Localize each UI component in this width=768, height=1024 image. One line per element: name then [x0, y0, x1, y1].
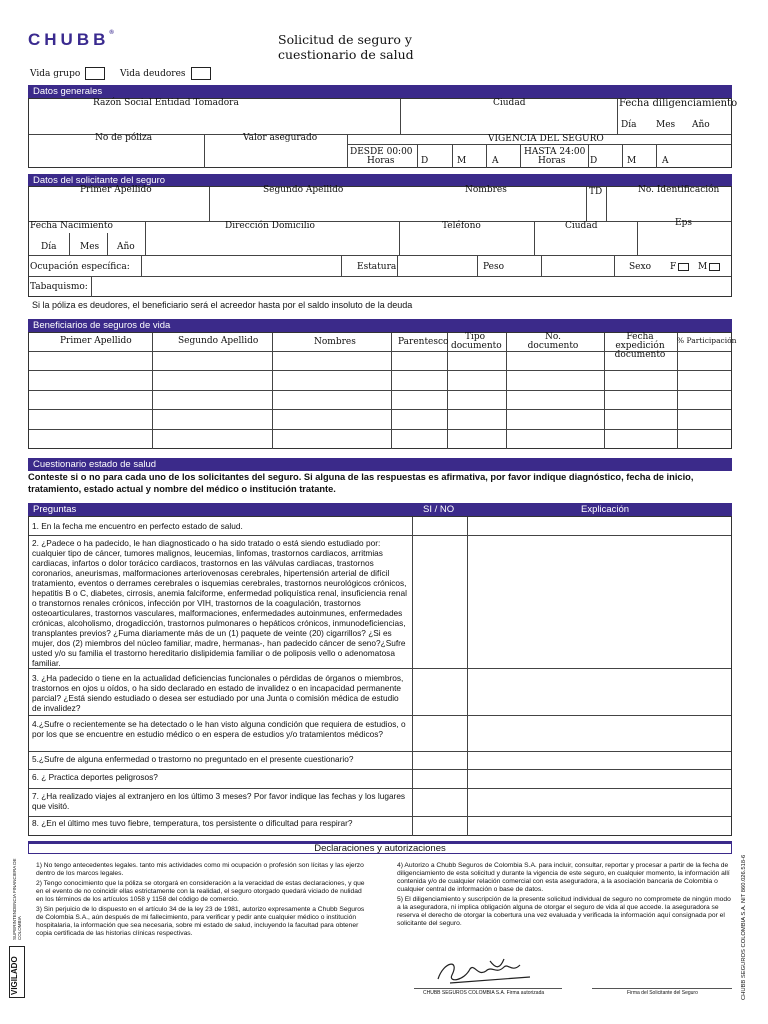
vigencia-label: VIGENCIA DEL SEGURO: [488, 134, 604, 144]
td-label: TD: [589, 187, 603, 197]
authorized-signature: [430, 955, 540, 989]
vida-grupo-option: Vida grupo: [30, 67, 105, 80]
sino-col-label: SI / NO: [423, 504, 455, 515]
peso-label: Peso: [483, 262, 505, 272]
deudores-note: Si la póliza es deudores, el beneficiario será el acreedor hasta por el saldo insoluto de la deuda: [32, 300, 413, 310]
desde-a: A: [492, 156, 499, 166]
firma-empresa-line: [414, 988, 562, 989]
beneficiarios-header: Beneficiarios de seguros de vida: [28, 319, 732, 332]
no-poliza-label: No de póliza: [95, 133, 153, 143]
question-2: 2. ¿Padece o ha padecido, le han diagnosticado o ha sido tratado o está siendo estudiado por: cualquier tipo de cáncer, tumores malignos, leucemias, linfomas, trastornos cardiacos, arritmias cardiacas, infartos o dolor torácico cardiacos, trastornos en las válvulas cardiacas, trastornos coronarios, aneurismas, malformaciones arteriovenosas cerebrales, hipertensión arterial de difícil tratamiento, eventos o derrames cerebrales o isquemias cerebrales, trastornos neurológicos crónicos, hepatitis B o C, diabetes, cirrosis, anemia falciforme, enfermedad poliquística renal, insuficiencia renal o transtornos renales crónicos, infección por VIH, trastornos de la coagulación, trastornos osteoarticulares, trastornos vasculares, malformaciones, enfermedades autoinmunes, enfermedades crónicas, alcoholismo, drogadicción, trastornos pulmonares o hepáticos crónicos, inmunodeficiencias, transplantes previos? ¿Fuma diariamente más de un (1) paquete de veinte (20) cigarrillos? ¿Si es mujer, dos (2) miembros del núcleo familiar, madre, hermanas-, han padecido cáncer de seno?¿Sufre usted y/o su familia el trastorno hereditario dislipidemia familiar o de poliposis vello o adenomatosa familiar.: [32, 538, 407, 668]
fecha-dilig-dia: Día: [621, 120, 637, 130]
superintendencia-label: SUPERINTENDENCIA FINANCIERA DE COLOMBIA: [12, 858, 22, 940]
page-title: Solicitud de seguro y cuestionario de salud: [278, 32, 414, 62]
hasta-a: A: [662, 156, 669, 166]
telefono-label: Teléfono: [442, 221, 481, 231]
hasta-horas: Horas: [538, 156, 566, 166]
benef-col-tipo-documento: Tipo documento: [451, 332, 502, 351]
benef-col-participacion: % Participación: [677, 336, 737, 345]
nacimiento-dia: Día: [41, 242, 57, 252]
solicitante-header: Datos del solicitante del seguro: [28, 174, 732, 187]
valor-asegurado-label: Valor asegurado: [243, 133, 318, 143]
nit-label: CHUBB SEGUROS COLOMBIA S.A. NIT 860.026.518-6: [741, 854, 747, 1000]
declaracion-3: 3) Sin perjuicio de lo dispuesto en el artículo 34 de la ley 23 de 1981, autorizo expresamente a Chubb Seguros de Colombia S.A., aún después de mi fallecimiento, para verificar y pedir ante cualquier médico o institución hospitalaria, la información que sea necesaria, sobre mi estado de salud, incluyendo la facultad para obtener copia certificada de las historias clínicas respectivas.: [36, 906, 365, 937]
fecha-dilig-anio: Año: [692, 120, 710, 130]
declaracion-5: 5) El diligenciamiento y suscripción de la presente solicitud individual de seguro no compromete de ningún modo a la aseguradora, ni implica obligación alguna de otorgar el seguro de vida al que accede. la aseguradora se reserva el derecho de otorgar la cobertura una vez evaluada y verificada la información aquí consignada por el solicitante del seguro.: [397, 896, 731, 927]
explicacion-col-label: Explicación: [581, 504, 630, 515]
fecha-nacimiento-label: Fecha Nacimiento: [30, 221, 113, 231]
declaraciones-right: [397, 862, 732, 928]
hasta-d: D: [590, 156, 598, 166]
benef-col-fecha-expedicion: Fecha expedición documento: [614, 332, 666, 360]
sexo-m-checkbox[interactable]: [709, 263, 720, 271]
question-5: 5.¿Sufre de alguna enfermedad o trastorno no preguntado en el presente cuestionario?: [32, 754, 354, 764]
datos-generales-header: Datos generales: [28, 85, 732, 98]
firma-solicitante-line: [592, 988, 732, 989]
declaracion-2: 2) Tengo conocimiento que la póliza se otorgará en consideración a la veracidad de estas declaraciones, y que en el evento de no coincidir ellas estrictamente con la realidad, el seguro otorgado quedará viciado de nulidad en los términos de los artículos 1058 y 1158 del código de comercio.: [36, 880, 365, 903]
question-4: 4.¿Sufre o recientemente se ha detectado o le han visto alguna condición que requiera de estudios, o por los que se encuentre en estudio médico o en espera de estudios y/o tratamientos médicos?: [32, 719, 406, 739]
firma-empresa-label: CHUBB SEGUROS COLOMBIA S.A. Firma autorizada: [423, 990, 545, 996]
firma-solicitante-label: Firma del Solicitante del Seguro: [627, 990, 698, 996]
hasta-m: M: [627, 156, 637, 166]
no-identificacion-label: No. Identificación: [638, 185, 720, 195]
desde-d: D: [421, 156, 429, 166]
question-8: 8. ¿En el último mes tuvo fiebre, temperatura, tos persistente o dificultad para respirar?: [32, 818, 353, 828]
question-6: 6. ¿ Practica deportes peligrosos?: [32, 772, 158, 782]
question-3: 3. ¿Ha padecido o tiene en la actualidad deficiencias funcionales o pérdidas de órganos o miembros, trastornos en ojos u oídos, o ha sido declarado en estado de invalidez o en incapacidad permanente parcial? ¿Está siendo estudiado o desea ser estudiado por una Junta o comisión médica de estudio de invalidez?: [32, 673, 404, 713]
benef-col-parentesco: Parentesco: [398, 337, 449, 347]
direccion-label: Dirección Domicilio: [225, 221, 315, 231]
primer-apellido-label: Primer Apellido: [80, 185, 152, 195]
benef-col-segundo-apellido: Segundo Apellido: [178, 336, 259, 346]
sexo-f-option: F: [670, 262, 689, 272]
sexo-f-checkbox[interactable]: [678, 263, 689, 271]
question-7: 7. ¿Ha realizado viajes al extranjero en los último 3 meses? Por favor indique las fechas y los lugares que visitó.: [32, 791, 406, 811]
sexo-label: Sexo: [629, 262, 651, 272]
ciudad-solicitante-label: Ciudad: [565, 221, 598, 231]
preguntas-header-row: [28, 503, 732, 516]
desde-m: M: [457, 156, 467, 166]
vida-grupo-checkbox[interactable]: [85, 67, 105, 80]
cuestionario-intro: Conteste si o no para cada uno de los solicitantes del seguro. Si alguna de las respuestas es afirmativa, por favor indique diagnóstico, fecha de inicio, tratamiento, estado actual y nombre del médico o institución tratante.: [28, 472, 694, 494]
fecha-dilig-label: Fecha diligenciamiento: [619, 98, 738, 109]
desde-label: DESDE 00:00: [350, 147, 413, 157]
chubb-logo: CHUBB®: [28, 30, 114, 49]
vigilado-label: VIGILADO: [10, 956, 19, 995]
vida-deudores-option: Vida deudores: [120, 67, 211, 80]
segundo-apellido-label: Segundo Apellido: [263, 185, 344, 195]
tabaquismo-label: Tabaquismo:: [30, 282, 88, 292]
nacimiento-mes: Mes: [80, 242, 100, 252]
preguntas-col-label: Preguntas: [33, 504, 77, 515]
sexo-m-option: M: [698, 262, 720, 272]
razon-social-label: Razón Social Entidad Tomadora: [93, 98, 239, 108]
question-1: 1. En la fecha me encuentro en perfecto estado de salud.: [32, 521, 243, 531]
benef-col-nombres: Nombres: [314, 337, 356, 347]
estatura-label: Estatura: [357, 262, 397, 272]
benef-col-no-documento: No. documento: [527, 332, 579, 351]
desde-horas: Horas: [367, 156, 395, 166]
declaracion-4: 4) Autorizo a Chubb Seguros de Colombia S.A. para incluir, consultar, reportar y procesar a partir de la fecha de diligenciamiento de esta solicitud y durante la vigencia de este seguro, en cualquier momento, la información allí contenida y/o de cualquier relación comercial con esta aseguradora, a la asociación bancaria de Colombia o cualquier central de información o base de datos.: [397, 862, 730, 893]
fecha-dilig-mes: Mes: [656, 120, 676, 130]
hasta-label: HASTA 24:00: [524, 147, 586, 157]
ciudad-label: Ciudad: [493, 98, 526, 108]
declaraciones-header: Declaraciones y autorizaciones: [28, 841, 732, 854]
ocupacion-label: Ocupación específica:: [30, 262, 130, 272]
nacimiento-anio: Año: [117, 242, 135, 252]
benef-col-primer-apellido: Primer Apellido: [60, 336, 132, 346]
nombres-label: Nombres: [465, 185, 507, 195]
vida-deudores-checkbox[interactable]: [191, 67, 211, 80]
declaraciones-left: [36, 862, 366, 938]
declaracion-1: 1) No tengo antecedentes legales. tanto mis actividades como mi ocupación o profesión son lícitas y las ejerzo dentro de los marcos legales.: [36, 862, 364, 877]
cuestionario-header: Cuestionario estado de salud: [28, 458, 732, 471]
eps-label: Eps: [675, 218, 692, 228]
